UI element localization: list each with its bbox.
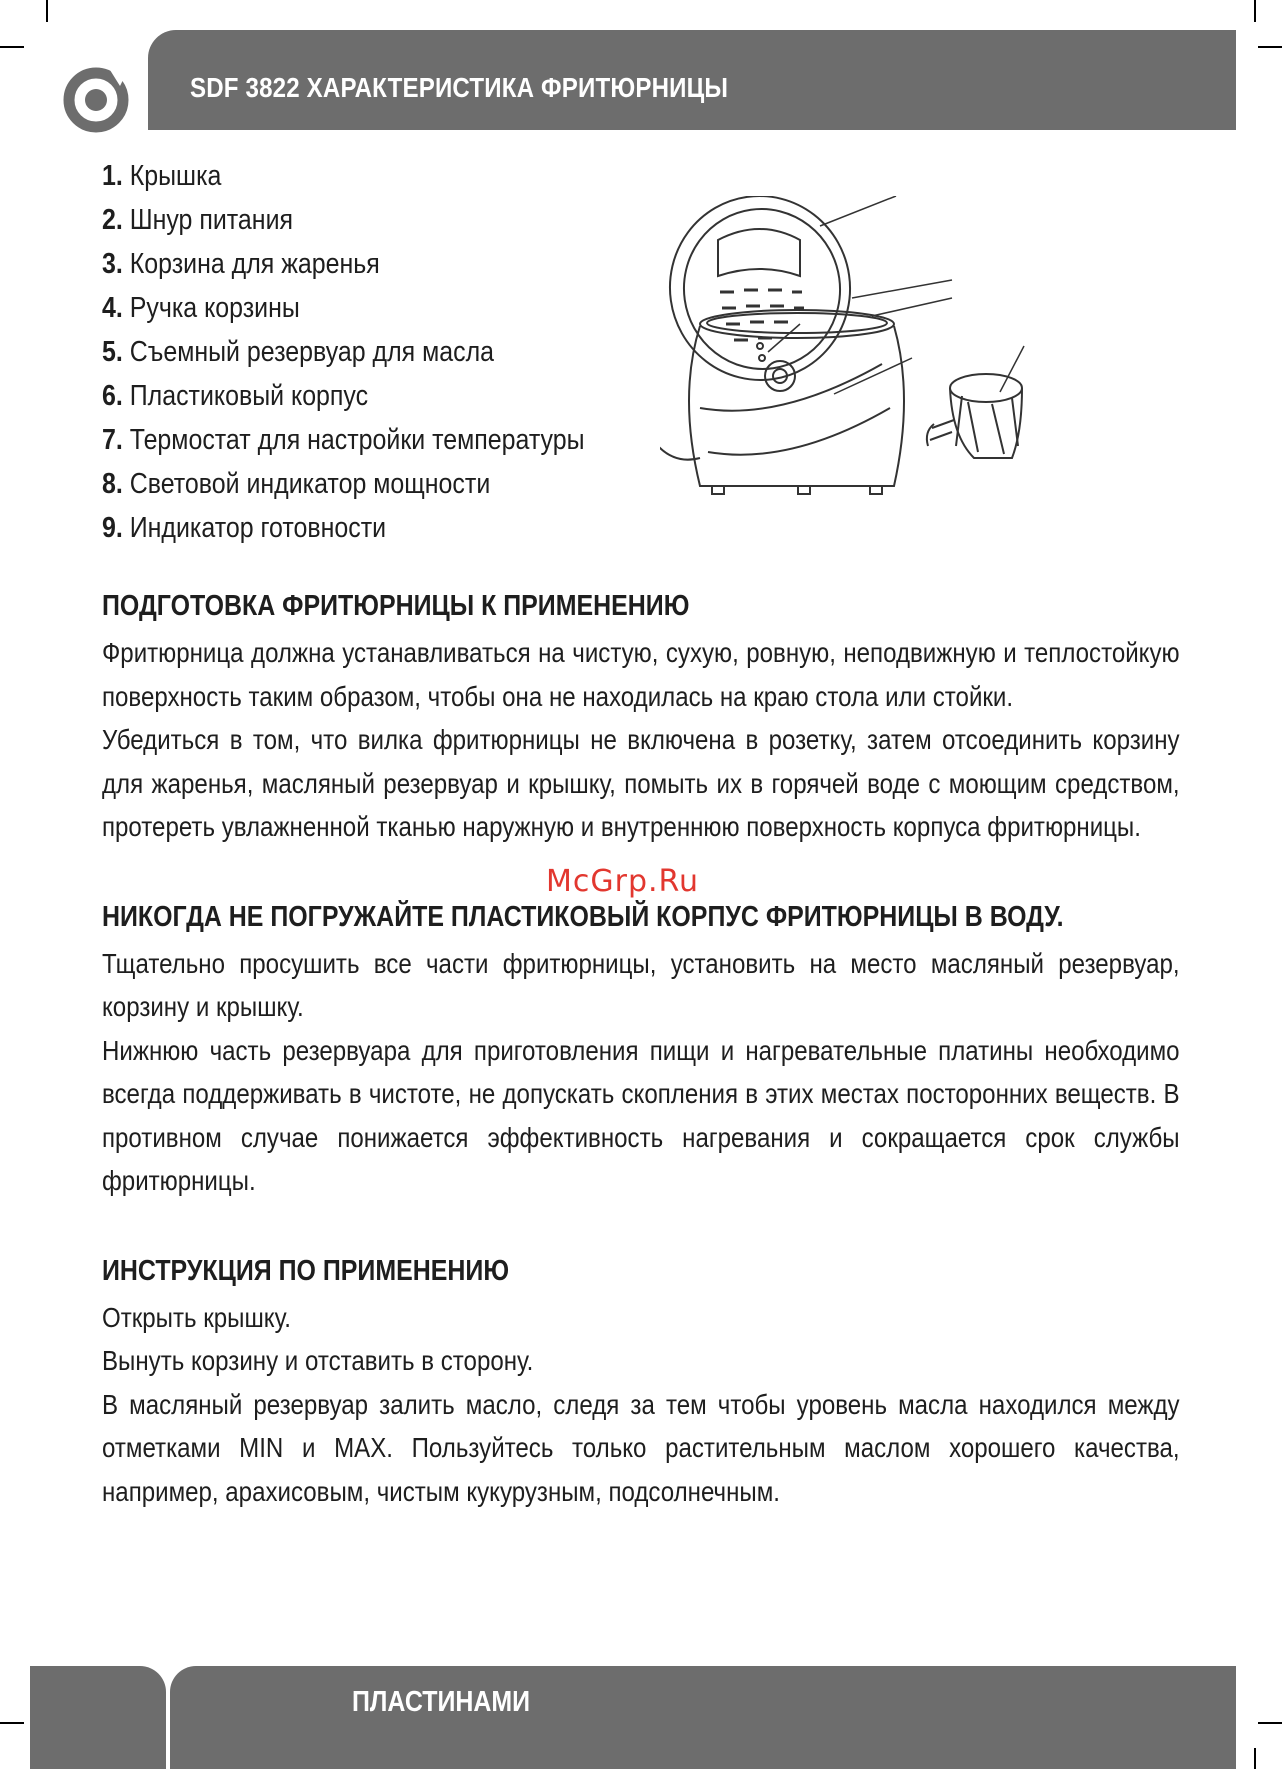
watermark: McGrp.Ru: [546, 864, 700, 899]
list-item: [102, 374, 585, 418]
item-number: 6.: [102, 380, 123, 412]
list-item: [102, 506, 585, 550]
list-item: [102, 462, 585, 506]
crop-mark: [46, 0, 48, 22]
crop-mark: [1254, 1748, 1256, 1769]
paragraph: Вынуть корзину и отставить в сторону.: [102, 1345, 534, 1376]
basket-drawing: [927, 374, 1022, 458]
section-title: НИКОГДА НЕ ПОГРУЖАЙТЕ ПЛАСТИКОВЫЙ КОРПУС ФРИТЮРНИЦЫ В ВОДУ.: [102, 900, 1064, 933]
lid-drawing: [660, 196, 862, 392]
item-text: Съемный резервуар для масла: [122, 336, 495, 368]
footer-page-tab: [30, 1666, 166, 1769]
paragraph: Фритюрница должна устанавливаться на чистую, сухую, ровную, неподвижную и теплостойкую поверхность таким образом, чтобы она не находилась на краю стола или стойки.: [102, 637, 1180, 712]
leader-lines: [768, 196, 1024, 394]
item-text: Ручка корзины: [122, 292, 300, 324]
item-number: 3.: [102, 248, 123, 280]
item-text: Пластиковый корпус: [122, 380, 369, 412]
list-item: [102, 286, 585, 330]
crop-mark: [0, 1722, 24, 1724]
page-title: SDF 3822 ХАРАКТЕРИСТИКА ФРИТЮРНИЦЫ: [190, 72, 729, 103]
item-number: 1.: [102, 160, 123, 192]
item-text: Световой индикатор мощности: [122, 468, 491, 500]
item-number: 4.: [102, 292, 123, 324]
list-item: [102, 154, 585, 198]
footer-bar: [170, 1666, 1236, 1769]
paragraph: Убедиться в том, что вилка фритюрницы не включена в розетку, затем отсоединить корзину для жаренья, масляный резервуар и крышку, помыть их в горячей воде с моющим средством, протереть увлажненной тканью наружную и внутреннюю поверхность корпуса фритюрницы.: [102, 724, 1180, 842]
list-item: [102, 242, 585, 286]
item-text: Шнур питания: [122, 204, 294, 236]
fryer-body-drawing: [660, 310, 904, 494]
crop-mark: [1258, 46, 1282, 48]
paragraph: В масляный резервуар залить масло, следя за тем чтобы уровень масла находился между отметками MIN и MAX. Пользуйтесь только растительным маслом хорошего качества, например, арахисовым, чистым кукурузным, подсолнечным.: [102, 1388, 1180, 1507]
section-title: ПОДГОТОВКА ФРИТЮРНИЦЫ К ПРИМЕНЕНИЮ: [102, 590, 690, 622]
fryer-diagram: [660, 196, 1180, 516]
item-number: 8.: [102, 468, 123, 500]
paragraph: Тщательно просушить все части фритюрницы, установить на место масляный резервуар, корзину и крышку.: [102, 947, 1180, 1022]
main-content: [102, 590, 1180, 1513]
brand-logo-icon: [60, 64, 132, 136]
paragraph: Открыть крышку.: [102, 1301, 291, 1333]
crop-mark: [1254, 0, 1256, 22]
list-item: [102, 418, 585, 462]
header-bar: [148, 30, 1236, 130]
item-number: 9.: [102, 512, 123, 544]
paragraph: Нижнюю часть резервуара для приготовления пищи и нагревательные платины необходимо всегда поддерживать в чистоте, не допускать скопления в этих местах посторонних веществ. В противном случае понижается эффективность нагревания и сокращается срок службы фритюрницы.: [102, 1034, 1180, 1196]
footer-label: ПЛАСТИНАМИ: [352, 1686, 531, 1718]
parts-list: [102, 154, 663, 550]
crop-mark: [1258, 1722, 1282, 1724]
item-text: Корзина для жаренья: [122, 248, 380, 280]
item-number: 7.: [102, 424, 123, 456]
list-item: [102, 330, 585, 374]
item-text: Термостат для настройки температуры: [122, 424, 585, 456]
section-title: ИНСТРУКЦИЯ ПО ПРИМЕНЕНИЮ: [102, 1254, 510, 1287]
item-number: 2.: [102, 204, 123, 236]
crop-mark: [0, 46, 24, 48]
item-number: 5.: [102, 336, 123, 368]
item-text: Крышка: [122, 160, 222, 192]
list-item: [102, 198, 585, 242]
item-text: Индикатор готовности: [122, 512, 387, 544]
